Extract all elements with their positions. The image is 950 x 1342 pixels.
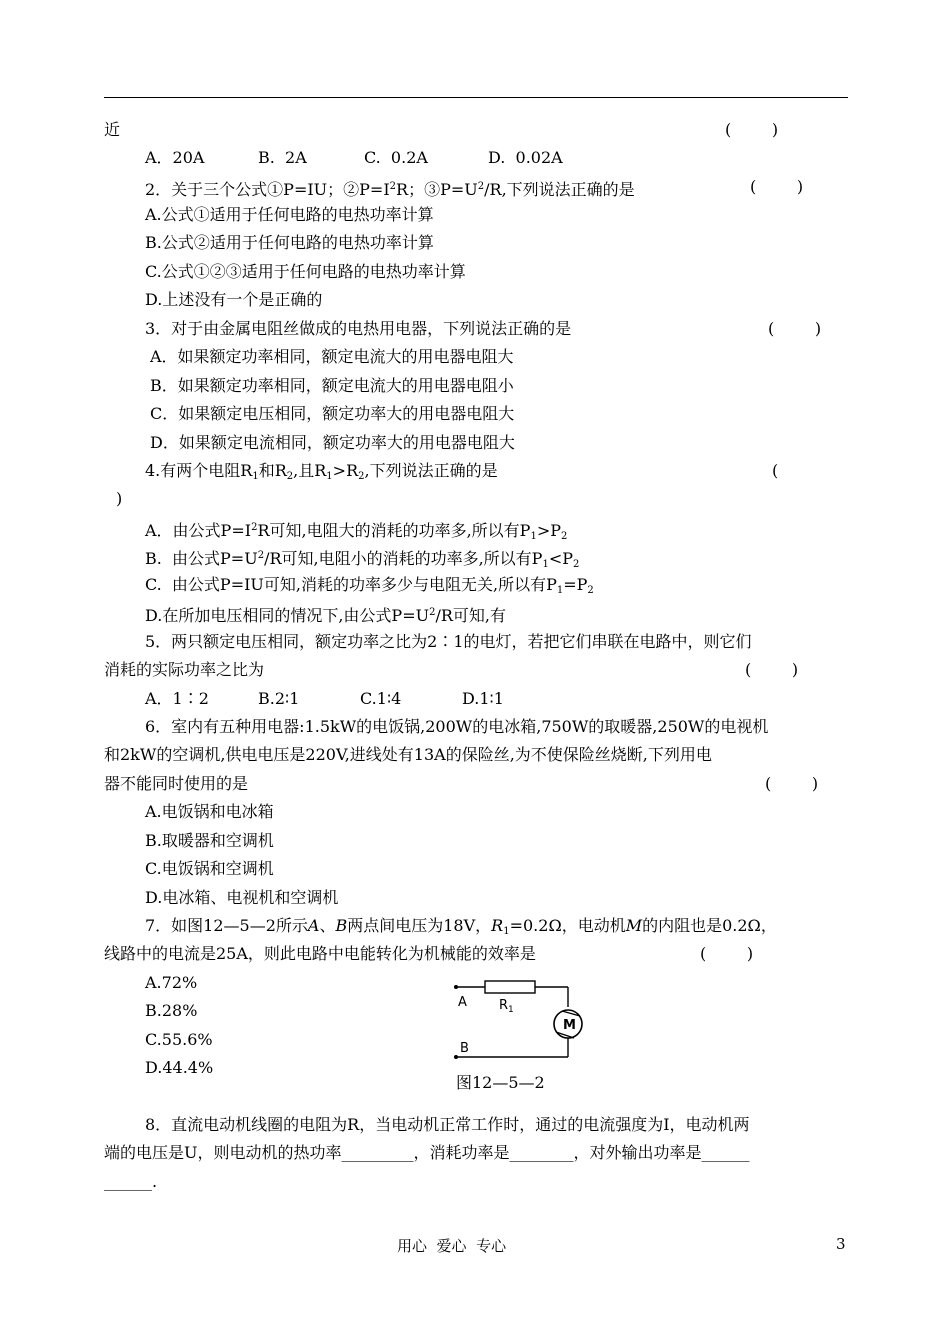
- circuit-diagram: [440, 972, 590, 1072]
- q1-answer-bracket: ( ): [725, 120, 779, 139]
- resistor-r1: [485, 981, 535, 993]
- label-motor: M: [563, 1018, 576, 1033]
- header-rule: [104, 97, 848, 98]
- q7-answer-bracket: ( ): [700, 944, 754, 963]
- q4-option-d: D.在所加电压相同的情况下,由公式$P=U^2/R$可知,有: [145, 606, 506, 625]
- q6-answer-bracket: ( ): [765, 774, 819, 793]
- q1-option-b: B. 2A: [258, 148, 307, 167]
- q4-stem: 4.有两个电阻$R_1$和$R_2$,且$R_1>R_2$,下列说法正确的是: [145, 461, 498, 482]
- q1-tail: 近: [104, 120, 121, 139]
- label-r1: $R_1$: [499, 998, 514, 1015]
- q4-option-b: B. 由公式$P=U^2/R$可知,电阻小的消耗的功率多,所以有$P_1<P_2$: [145, 549, 580, 570]
- q5-stem-line2: 消耗的实际功率之比为: [104, 660, 265, 679]
- q4-option-c: C. 由公式P=IU可知,消耗的功率多少与电阻无关,所以有$P_1=P_2$: [145, 575, 594, 596]
- q4-bracket-close: ): [116, 489, 123, 508]
- q3-option-a: A．如果额定功率相同，额定电流大的用电器电阻大: [150, 347, 514, 366]
- q3-stem: 3．对于由金属电阻丝做成的电热用电器，下列说法正确的是: [145, 319, 572, 338]
- q8-stem-line1: 8．直流电动机线圈的电阻为R，当电动机正常工作时，通过的电流强度为I，电动机两: [145, 1115, 750, 1134]
- q2-answer-bracket: ( ): [750, 177, 804, 196]
- label-a: A: [458, 995, 467, 1010]
- q7-option-b: B.28%: [145, 1001, 198, 1020]
- q5-stem-line1: 5．两只额定电压相同，额定功率之比为2∶1的电灯，若把它们串联在电路中，则它们: [145, 632, 752, 651]
- q2-stem: 2．关于三个公式①P=IU；$②P=I^2R$；$③P=U^2/R$,下列说法正确的是: [145, 180, 635, 199]
- q1-option-d: D. 0.02A: [488, 148, 563, 167]
- q1-option-c: C. 0.2A: [364, 148, 428, 167]
- q6-option-b: B.取暖器和空调机: [145, 831, 274, 850]
- q6-option-a: A.电饭锅和电冰箱: [145, 802, 274, 821]
- q3-option-d: D．如果额定电流相同，额定功率大的用电器电阻大: [150, 433, 515, 452]
- q5-answer-bracket: ( ): [745, 660, 799, 679]
- q5-option-d: D.1∶1: [462, 689, 504, 708]
- q3-option-c: C．如果额定电压相同，额定功率大的用电器电阻大: [150, 404, 515, 423]
- q2-option-a: A.公式①适用于任何电路的电热功率计算: [145, 205, 434, 224]
- page-number: 3: [836, 1235, 846, 1253]
- figure-caption: 图12—5—2: [456, 1073, 545, 1092]
- terminal-b: [454, 1055, 458, 1059]
- q7-option-d: D.44.4%: [145, 1058, 214, 1077]
- q6-stem-line2: 和2kW的空调机,供电电压是220V,进线处有13A的保险丝,为不使保险丝烧断,下列用电: [104, 745, 712, 764]
- q5-option-c: C.1∶4: [360, 689, 402, 708]
- q2-option-c: C.公式①②③适用于任何电路的电热功率计算: [145, 262, 466, 281]
- q6-option-c: C.电饭锅和空调机: [145, 859, 274, 878]
- q4-option-a: A．由公式$P=I^2R$可知,电阻大的消耗的功率多,所以有$P_1>P_2$: [145, 521, 568, 542]
- q6-stem-line3: 器不能同时使用的是: [104, 774, 249, 793]
- q6-stem-line1: 6．室内有五种用电器:1.5kW的电饭锅,200W的电冰箱,750W的取暖器,250W的电视机: [145, 717, 769, 736]
- footer-motto: 用心 爱心 专心: [397, 1237, 507, 1255]
- q4-bracket-open: (: [772, 461, 779, 480]
- q2-option-d: D.上述没有一个是正确的: [145, 290, 323, 309]
- terminal-a: [454, 985, 458, 989]
- q7-stem-line1: 7．如图12—5—2所示A、B两点间电压为18V，$R_1=0.2\Omega$，电动机M的内阻也是0.2Ω，: [145, 916, 777, 937]
- q8-stem-line3: ______.: [104, 1172, 158, 1191]
- q3-option-b: B．如果额定功率相同，额定电流大的用电器电阻小: [150, 376, 514, 395]
- q8-stem-line2: 端的电压是U，则电动机的热功率_________，消耗功率是________，对外输出功率是______: [104, 1143, 750, 1162]
- q7-option-c: C.55.6%: [145, 1030, 213, 1049]
- q6-option-d: D.电冰箱、电视机和空调机: [145, 888, 339, 907]
- label-b: B: [460, 1041, 469, 1056]
- q7-option-a: A.72%: [145, 973, 198, 992]
- q3-answer-bracket: ( ): [768, 319, 822, 338]
- q5-option-b: B.2∶1: [258, 689, 300, 708]
- q1-option-a: A．20A: [145, 148, 205, 167]
- q2-option-b: B.公式②适用于任何电路的电热功率计算: [145, 233, 434, 252]
- q7-stem-line2: 线路中的电流是25A，则此电路中电能转化为机械能的效率是: [104, 944, 536, 963]
- q5-option-a: A．1∶2: [145, 689, 209, 708]
